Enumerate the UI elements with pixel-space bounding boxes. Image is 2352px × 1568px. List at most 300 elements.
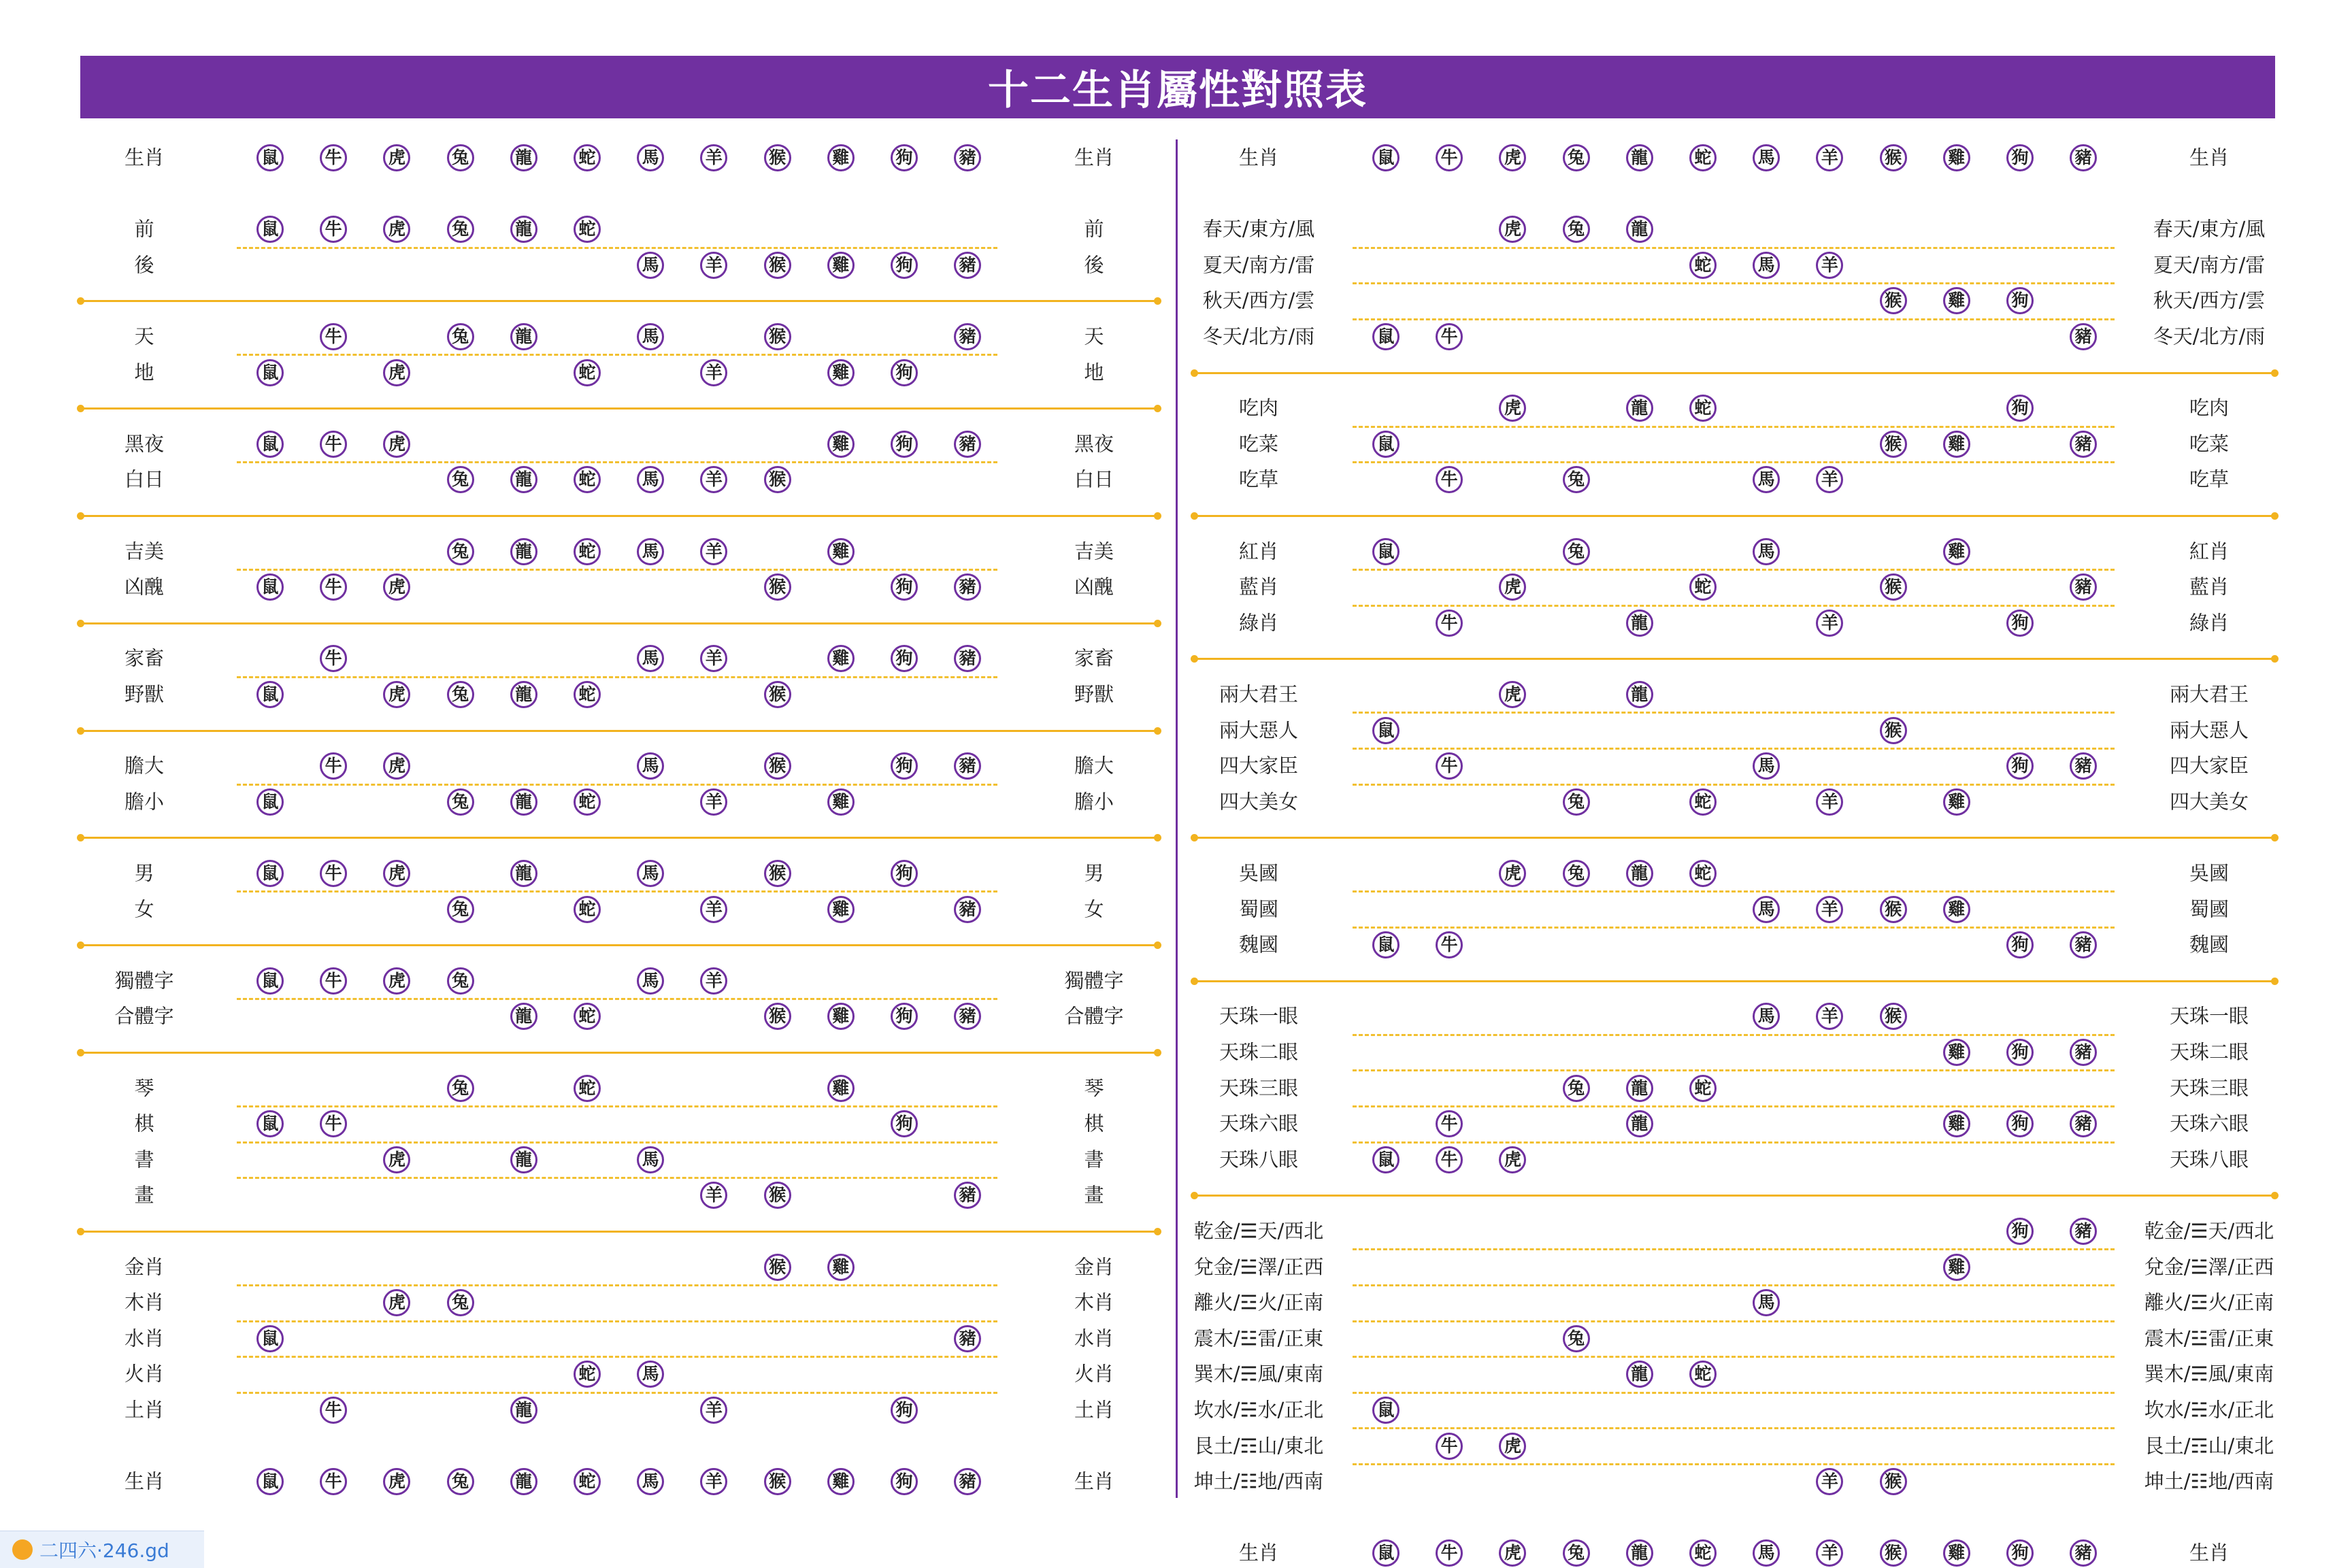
zodiac-9-badge: 雞	[1943, 896, 1970, 923]
zodiac-5-badge: 蛇	[574, 788, 601, 816]
zodiac-2-badge: 虎	[383, 144, 410, 171]
row-label-right: 生肖	[1074, 146, 1114, 169]
row-divider	[1353, 1356, 2115, 1358]
zodiac-7-badge: 羊	[1816, 1003, 1843, 1030]
row-label: 白日	[124, 467, 165, 491]
row-label-right: 凶醜	[1074, 575, 1114, 599]
zodiac-10-badge: 狗	[891, 752, 918, 780]
zodiac-2-badge: 虎	[383, 752, 410, 780]
zodiac-8-badge: 猴	[1880, 717, 1907, 744]
zodiac-11-badge: 豬	[954, 573, 981, 601]
zodiac-0-badge: 鼠	[256, 788, 284, 816]
row-label-right: 書	[1084, 1148, 1104, 1171]
zodiac-8-badge: 猴	[764, 681, 791, 708]
zodiac-10-badge: 狗	[891, 144, 918, 171]
row-label: 夏天/南方/雷	[1202, 253, 1315, 277]
row-label-right: 金肖	[1074, 1255, 1114, 1279]
zodiac-4-badge: 龍	[510, 1003, 537, 1030]
zodiac-11-badge: 豬	[954, 1182, 981, 1209]
zodiac-3-badge: 兔	[447, 1468, 474, 1495]
row-label-right: 冬天/北方/雨	[2153, 324, 2266, 348]
row-divider	[237, 461, 997, 463]
zodiac-10-badge: 狗	[2006, 395, 2034, 422]
row-label-right: 白日	[1074, 467, 1114, 491]
zodiac-2-badge: 虎	[1499, 216, 1526, 243]
zodiac-1-badge: 牛	[1436, 1146, 1463, 1173]
zodiac-3-badge: 兔	[447, 896, 474, 923]
zodiac-6-badge: 馬	[637, 967, 664, 995]
zodiac-7-badge: 羊	[700, 1182, 727, 1209]
row-label: 艮土/☶山/東北	[1193, 1434, 1324, 1458]
zodiac-0-badge: 鼠	[1372, 538, 1399, 565]
zodiac-1-badge: 牛	[1436, 1433, 1463, 1460]
zodiac-6-badge: 馬	[637, 752, 664, 780]
row-divider	[1353, 247, 2115, 249]
zodiac-8-badge: 猴	[764, 144, 791, 171]
row-label: 棋	[134, 1112, 154, 1135]
zodiac-7-badge: 羊	[700, 967, 727, 995]
row-label-right: 生肖	[1074, 1469, 1114, 1493]
zodiac-6-badge: 馬	[637, 144, 664, 171]
zodiac-7-badge: 羊	[1816, 252, 1843, 279]
row-label-right: 木肖	[1074, 1290, 1114, 1314]
zodiac-9-badge: 雞	[827, 431, 855, 458]
group-separator	[80, 407, 1158, 410]
row-label: 前	[134, 217, 154, 241]
zodiac-10-badge: 狗	[891, 573, 918, 601]
row-divider	[237, 1392, 997, 1394]
zodiac-6-badge: 馬	[1753, 1539, 1780, 1567]
row-divider	[237, 247, 997, 249]
row-label: 兩大君王	[1219, 682, 1299, 706]
zodiac-8-badge: 猴	[1880, 573, 1907, 601]
row-label: 生肖	[124, 146, 165, 169]
row-label: 蜀國	[1238, 897, 1279, 921]
row-label-right: 家畜	[1074, 646, 1114, 670]
row-label: 金肖	[124, 1255, 165, 1279]
zodiac-11-badge: 豬	[954, 1003, 981, 1030]
zodiac-1-badge: 牛	[320, 860, 347, 887]
zodiac-7-badge: 羊	[700, 788, 727, 816]
zodiac-5-badge: 蛇	[1689, 860, 1717, 887]
group-separator	[80, 622, 1158, 624]
row-label-right: 女	[1084, 897, 1104, 921]
zodiac-7-badge: 羊	[700, 1397, 727, 1424]
zodiac-5-badge: 蛇	[1689, 1075, 1717, 1102]
zodiac-9-badge: 雞	[1943, 144, 1970, 171]
row-divider	[1353, 1248, 2115, 1250]
zodiac-7-badge: 羊	[1816, 896, 1843, 923]
row-divider	[1353, 1427, 2115, 1429]
row-divider	[237, 1284, 997, 1286]
row-label: 巽木/☴風/東南	[1193, 1362, 1324, 1386]
zodiac-4-badge: 龍	[1626, 1361, 1653, 1388]
zodiac-2-badge: 虎	[383, 1468, 410, 1495]
zodiac-11-badge: 豬	[954, 1468, 981, 1495]
zodiac-0-badge: 鼠	[1372, 1146, 1399, 1173]
zodiac-3-badge: 兔	[447, 538, 474, 565]
zodiac-4-badge: 龍	[1626, 1075, 1653, 1102]
group-separator	[80, 837, 1158, 839]
zodiac-3-badge: 兔	[1563, 144, 1590, 171]
zodiac-4-badge: 龍	[510, 1397, 537, 1424]
row-label-right: 膽小	[1074, 790, 1114, 814]
group-separator	[1194, 658, 2275, 660]
zodiac-8-badge: 猴	[1880, 1539, 1907, 1567]
zodiac-6-badge: 馬	[1753, 1289, 1780, 1316]
row-label: 綠肖	[1238, 611, 1279, 635]
zodiac-8-badge: 猴	[764, 1468, 791, 1495]
zodiac-5-badge: 蛇	[574, 1468, 601, 1495]
row-label-right: 四大美女	[2169, 790, 2249, 814]
row-label: 坎水/☵水/正北	[1193, 1398, 1324, 1422]
zodiac-10-badge: 狗	[891, 1397, 918, 1424]
zodiac-9-badge: 雞	[827, 359, 855, 386]
row-divider	[237, 676, 997, 678]
row-label-right: 秋天/西方/雲	[2153, 288, 2266, 312]
zodiac-0-badge: 鼠	[256, 144, 284, 171]
row-label-right: 艮土/☶山/東北	[2144, 1434, 2274, 1458]
zodiac-2-badge: 虎	[1499, 1433, 1526, 1460]
zodiac-2-badge: 虎	[383, 967, 410, 995]
zodiac-9-badge: 雞	[1943, 1039, 1970, 1066]
zodiac-11-badge: 豬	[954, 752, 981, 780]
row-label-right: 魏國	[2189, 933, 2230, 956]
zodiac-8-badge: 猴	[764, 860, 791, 887]
site-logo-icon	[12, 1539, 33, 1560]
row-label: 天珠二眼	[1219, 1040, 1299, 1064]
row-label: 水肖	[124, 1327, 165, 1350]
zodiac-11-badge: 豬	[954, 323, 981, 350]
row-label: 男	[134, 861, 154, 885]
row-label-right: 後	[1084, 253, 1104, 277]
zodiac-7-badge: 羊	[1816, 144, 1843, 171]
row-divider	[1353, 1141, 2115, 1144]
row-label-right: 坤土/☷地/西南	[2144, 1469, 2274, 1493]
zodiac-4-badge: 龍	[510, 1146, 537, 1173]
zodiac-11-badge: 豬	[2070, 431, 2097, 458]
row-divider	[1353, 569, 2115, 571]
zodiac-9-badge: 雞	[1943, 1254, 1970, 1281]
zodiac-7-badge: 羊	[1816, 788, 1843, 816]
zodiac-2-badge: 虎	[1499, 395, 1526, 422]
zodiac-7-badge: 羊	[700, 896, 727, 923]
zodiac-11-badge: 豬	[954, 144, 981, 171]
zodiac-7-badge: 羊	[1816, 466, 1843, 493]
row-divider	[1353, 282, 2115, 284]
zodiac-6-badge: 馬	[637, 466, 664, 493]
zodiac-3-badge: 兔	[1563, 788, 1590, 816]
row-label: 後	[134, 253, 154, 277]
zodiac-11-badge: 豬	[954, 896, 981, 923]
zodiac-9-badge: 雞	[1943, 1539, 1970, 1567]
zodiac-5-badge: 蛇	[574, 1361, 601, 1388]
zodiac-2-badge: 虎	[383, 681, 410, 708]
zodiac-10-badge: 狗	[2006, 1039, 2034, 1066]
row-divider	[1353, 1320, 2115, 1322]
zodiac-8-badge: 猴	[1880, 144, 1907, 171]
zodiac-7-badge: 羊	[1816, 1468, 1843, 1495]
row-divider	[237, 998, 997, 1000]
column-divider	[1176, 139, 1178, 1498]
zodiac-1-badge: 牛	[1436, 323, 1463, 350]
zodiac-10-badge: 狗	[891, 860, 918, 887]
row-label-right: 生肖	[2189, 146, 2230, 169]
zodiac-6-badge: 馬	[637, 252, 664, 279]
zodiac-1-badge: 牛	[320, 967, 347, 995]
zodiac-6-badge: 馬	[637, 1361, 664, 1388]
zodiac-6-badge: 馬	[1753, 252, 1780, 279]
row-label-right: 火肖	[1074, 1362, 1114, 1386]
row-label: 藍肖	[1238, 575, 1279, 599]
group-separator	[80, 515, 1158, 517]
zodiac-4-badge: 龍	[510, 860, 537, 887]
row-label-right: 離火/☲火/正南	[2144, 1290, 2274, 1314]
row-divider	[1353, 605, 2115, 607]
zodiac-3-badge: 兔	[1563, 466, 1590, 493]
zodiac-0-badge: 鼠	[256, 359, 284, 386]
zodiac-4-badge: 龍	[1626, 610, 1653, 637]
zodiac-6-badge: 馬	[637, 323, 664, 350]
zodiac-8-badge: 猴	[1880, 896, 1907, 923]
zodiac-1-badge: 牛	[320, 752, 347, 780]
zodiac-10-badge: 狗	[2006, 144, 2034, 171]
row-label-right: 棋	[1084, 1112, 1104, 1135]
row-label: 吉美	[124, 539, 165, 563]
zodiac-8-badge: 猴	[764, 1254, 791, 1281]
group-separator	[80, 730, 1158, 732]
row-divider	[1353, 712, 2115, 714]
zodiac-3-badge: 兔	[447, 967, 474, 995]
zodiac-5-badge: 蛇	[574, 681, 601, 708]
row-label: 吃肉	[1238, 396, 1279, 420]
row-label: 春天/東方/風	[1202, 217, 1315, 241]
zodiac-1-badge: 牛	[1436, 466, 1463, 493]
row-label-right: 巽木/☴風/東南	[2144, 1362, 2274, 1386]
group-separator	[80, 300, 1158, 302]
zodiac-10-badge: 狗	[2006, 287, 2034, 314]
zodiac-2-badge: 虎	[383, 1289, 410, 1316]
watermark	[0, 1531, 204, 1568]
zodiac-10-badge: 狗	[2006, 1218, 2034, 1245]
watermark-text: 二四六·246.gd	[39, 1539, 169, 1562]
zodiac-3-badge: 兔	[447, 216, 474, 243]
row-label: 生肖	[1238, 146, 1279, 169]
zodiac-10-badge: 狗	[2006, 752, 2034, 780]
group-separator	[1194, 1195, 2275, 1197]
zodiac-3-badge: 兔	[447, 323, 474, 350]
zodiac-5-badge: 蛇	[574, 1075, 601, 1102]
row-label: 天珠一眼	[1219, 1004, 1299, 1028]
zodiac-7-badge: 羊	[700, 1468, 727, 1495]
zodiac-9-badge: 雞	[1943, 1110, 1970, 1137]
zodiac-3-badge: 兔	[447, 466, 474, 493]
row-label-right: 乾金/☰天/西北	[2144, 1219, 2274, 1243]
zodiac-0-badge: 鼠	[256, 573, 284, 601]
row-label-right: 土肖	[1074, 1398, 1114, 1422]
row-label: 天	[134, 324, 154, 348]
zodiac-2-badge: 虎	[383, 860, 410, 887]
row-label-right: 綠肖	[2189, 611, 2230, 635]
zodiac-1-badge: 牛	[1436, 1110, 1463, 1137]
zodiac-2-badge: 虎	[1499, 144, 1526, 171]
zodiac-0-badge: 鼠	[256, 860, 284, 887]
zodiac-3-badge: 兔	[1563, 216, 1590, 243]
row-divider	[1353, 461, 2115, 463]
row-label: 秋天/西方/雲	[1202, 288, 1315, 312]
row-label: 乾金/☰天/西北	[1193, 1219, 1324, 1243]
zodiac-0-badge: 鼠	[256, 967, 284, 995]
zodiac-6-badge: 馬	[1753, 538, 1780, 565]
row-label-right: 水肖	[1074, 1327, 1114, 1350]
zodiac-9-badge: 雞	[1943, 788, 1970, 816]
zodiac-5-badge: 蛇	[574, 538, 601, 565]
row-label: 天珠三眼	[1219, 1076, 1299, 1100]
zodiac-3-badge: 兔	[447, 1075, 474, 1102]
row-divider	[1353, 1392, 2115, 1394]
zodiac-1-badge: 牛	[320, 573, 347, 601]
zodiac-2-badge: 虎	[1499, 573, 1526, 601]
zodiac-2-badge: 虎	[383, 216, 410, 243]
zodiac-5-badge: 蛇	[574, 466, 601, 493]
row-label-right: 吃菜	[2189, 432, 2230, 456]
zodiac-1-badge: 牛	[320, 1110, 347, 1137]
zodiac-2-badge: 虎	[1499, 1146, 1526, 1173]
zodiac-5-badge: 蛇	[1689, 573, 1717, 601]
row-label-right: 琴	[1084, 1076, 1104, 1100]
zodiac-9-badge: 雞	[1943, 538, 1970, 565]
zodiac-6-badge: 馬	[637, 538, 664, 565]
row-label-right: 吳國	[2189, 861, 2230, 885]
zodiac-3-badge: 兔	[1563, 1539, 1590, 1567]
zodiac-11-badge: 豬	[2070, 323, 2097, 350]
zodiac-8-badge: 猴	[764, 252, 791, 279]
zodiac-4-badge: 龍	[510, 1468, 537, 1495]
zodiac-2-badge: 虎	[383, 359, 410, 386]
row-label-right: 生肖	[2189, 1541, 2230, 1565]
zodiac-1-badge: 牛	[320, 216, 347, 243]
zodiac-3-badge: 兔	[447, 144, 474, 171]
row-divider	[237, 1105, 997, 1107]
row-divider	[1353, 784, 2115, 786]
zodiac-9-badge: 雞	[827, 645, 855, 672]
zodiac-6-badge: 馬	[637, 645, 664, 672]
zodiac-8-badge: 猴	[764, 752, 791, 780]
row-label-right: 春天/東方/風	[2153, 217, 2266, 241]
zodiac-10-badge: 狗	[891, 645, 918, 672]
row-label-right: 震木/☳雷/正東	[2144, 1327, 2274, 1350]
zodiac-7-badge: 羊	[700, 144, 727, 171]
zodiac-7-badge: 羊	[700, 252, 727, 279]
row-label: 木肖	[124, 1290, 165, 1314]
group-separator	[1194, 372, 2275, 374]
zodiac-4-badge: 龍	[1626, 860, 1653, 887]
row-label-right: 天珠六眼	[2169, 1112, 2249, 1135]
zodiac-4-badge: 龍	[510, 466, 537, 493]
row-label: 畫	[134, 1183, 154, 1207]
zodiac-3-badge: 兔	[1563, 538, 1590, 565]
row-divider	[1353, 1069, 2115, 1071]
row-label: 合體字	[114, 1004, 174, 1028]
group-separator	[80, 1052, 1158, 1054]
zodiac-1-badge: 牛	[1436, 1539, 1463, 1567]
row-divider	[1353, 1284, 2115, 1286]
row-divider	[1353, 1105, 2115, 1107]
group-separator	[1194, 980, 2275, 982]
zodiac-9-badge: 雞	[827, 144, 855, 171]
zodiac-0-badge: 鼠	[256, 431, 284, 458]
zodiac-0-badge: 鼠	[256, 1468, 284, 1495]
zodiac-10-badge: 狗	[891, 1003, 918, 1030]
zodiac-10-badge: 狗	[2006, 931, 2034, 958]
zodiac-9-badge: 雞	[827, 1075, 855, 1102]
row-label: 獨體字	[114, 969, 174, 992]
row-label-right: 天珠八眼	[2169, 1148, 2249, 1171]
row-label-right: 兩大君王	[2169, 682, 2249, 706]
zodiac-8-badge: 猴	[1880, 1468, 1907, 1495]
zodiac-11-badge: 豬	[2070, 144, 2097, 171]
row-divider	[1353, 426, 2115, 428]
zodiac-9-badge: 雞	[827, 538, 855, 565]
zodiac-6-badge: 馬	[1753, 752, 1780, 780]
row-divider	[237, 1320, 997, 1322]
zodiac-1-badge: 牛	[320, 1397, 347, 1424]
zodiac-5-badge: 蛇	[1689, 144, 1717, 171]
zodiac-10-badge: 狗	[891, 359, 918, 386]
zodiac-6-badge: 馬	[637, 1468, 664, 1495]
zodiac-5-badge: 蛇	[574, 1003, 601, 1030]
zodiac-0-badge: 鼠	[256, 681, 284, 708]
zodiac-1-badge: 牛	[320, 1468, 347, 1495]
zodiac-3-badge: 兔	[1563, 860, 1590, 887]
zodiac-9-badge: 雞	[827, 1468, 855, 1495]
zodiac-4-badge: 龍	[1626, 681, 1653, 708]
row-label: 吃草	[1238, 467, 1279, 491]
zodiac-8-badge: 猴	[764, 573, 791, 601]
row-label-right: 男	[1084, 861, 1104, 885]
row-label-right: 兩大惡人	[2169, 718, 2249, 742]
row-label: 天珠六眼	[1219, 1112, 1299, 1135]
row-label-right: 前	[1084, 217, 1104, 241]
row-label-right: 夏天/南方/雷	[2153, 253, 2266, 277]
row-label: 凶醜	[124, 575, 165, 599]
row-label-right: 吃草	[2189, 467, 2230, 491]
row-label: 紅肖	[1238, 539, 1279, 563]
zodiac-9-badge: 雞	[827, 252, 855, 279]
zodiac-5-badge: 蛇	[1689, 1361, 1717, 1388]
zodiac-6-badge: 馬	[1753, 896, 1780, 923]
zodiac-7-badge: 羊	[1816, 610, 1843, 637]
zodiac-4-badge: 龍	[1626, 395, 1653, 422]
row-label: 吃菜	[1238, 432, 1279, 456]
row-label: 書	[134, 1148, 154, 1171]
row-label-right: 四大家臣	[2169, 754, 2249, 778]
zodiac-11-badge: 豬	[2070, 752, 2097, 780]
row-label-right: 吉美	[1074, 539, 1114, 563]
zodiac-4-badge: 龍	[510, 681, 537, 708]
zodiac-2-badge: 虎	[383, 573, 410, 601]
zodiac-3-badge: 兔	[447, 1289, 474, 1316]
zodiac-8-badge: 猴	[1880, 431, 1907, 458]
zodiac-7-badge: 羊	[700, 466, 727, 493]
zodiac-7-badge: 羊	[700, 359, 727, 386]
zodiac-0-badge: 鼠	[256, 216, 284, 243]
row-label: 坤土/☷地/西南	[1193, 1469, 1324, 1493]
zodiac-11-badge: 豬	[954, 645, 981, 672]
row-divider	[1353, 1034, 2115, 1036]
zodiac-4-badge: 龍	[1626, 1110, 1653, 1137]
zodiac-8-badge: 猴	[764, 1003, 791, 1030]
